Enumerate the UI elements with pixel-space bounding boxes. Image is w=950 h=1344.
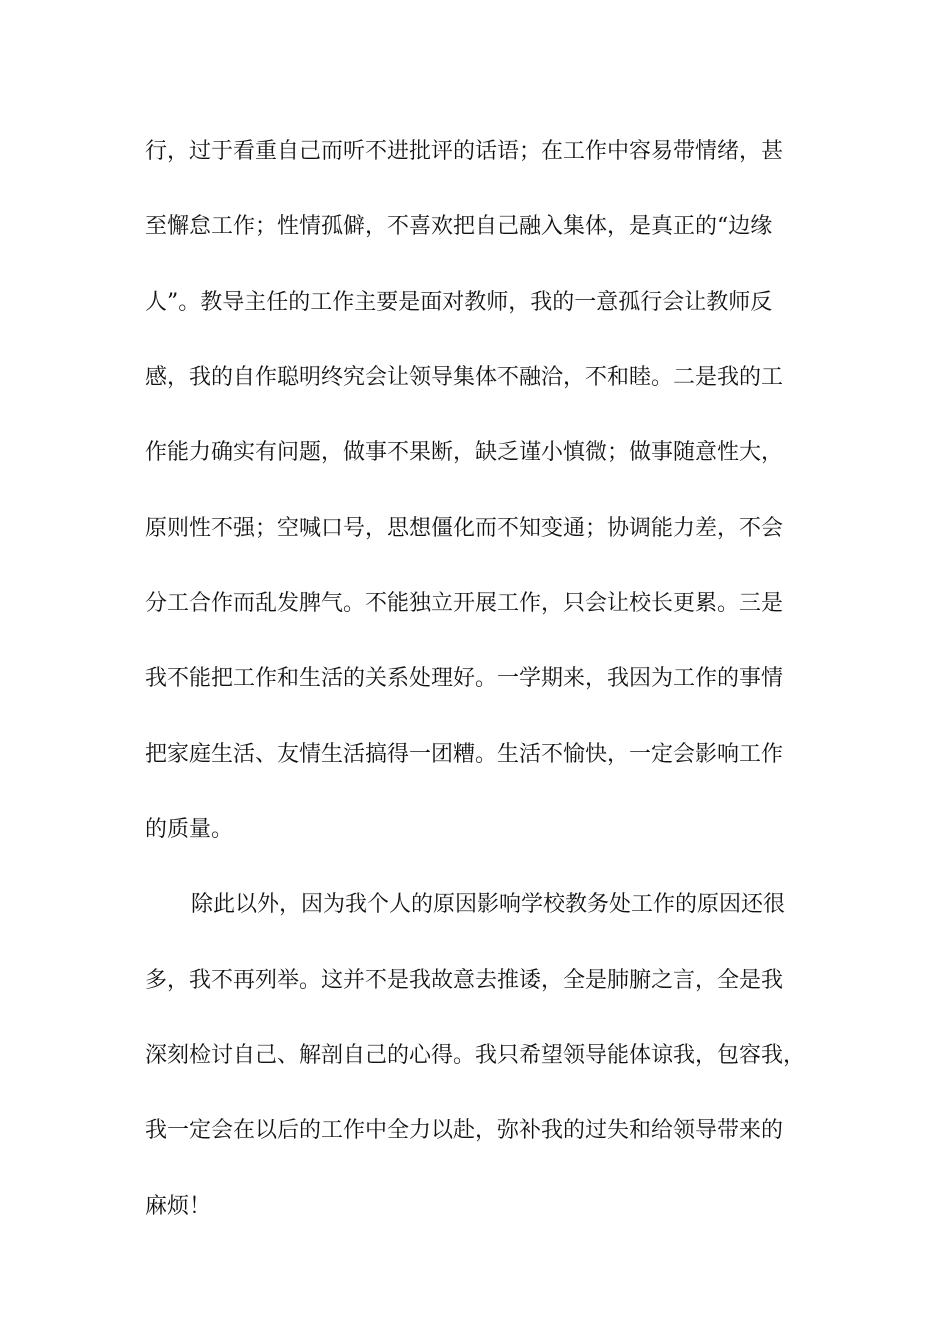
- text-line: 至懈怠工作；性情孤僻，不喜欢把自己融入集体，是真正的“边缘: [145, 214, 773, 239]
- text-line: 麻烦！: [145, 1194, 212, 1219]
- text-line: 分工合作而乱发脾气。不能独立开展工作，只会让校长更累。三是: [145, 591, 784, 616]
- text-line: 原则性不强；空喊口号，思想僵化而不知变通；协调能力差，不会: [145, 516, 784, 541]
- text-line: 把家庭生活、友情生活搞得一团糟。生活不愉快，一定会影响工作: [145, 742, 784, 767]
- text-line: 多，我不再列举。这并不是我故意去推诿，全是肺腑之言，全是我: [145, 968, 784, 993]
- text-line: 作能力确实有问题，做事不果断，缺乏谨小慎微；做事随意性大，: [145, 440, 784, 465]
- text-line: 深刻检讨自己、解剖自己的心得。我只希望领导能体谅我，包容我，: [145, 1043, 806, 1068]
- text-line: 的质量。: [145, 817, 234, 842]
- text-line: 行，过于看重自己而听不进批评的话语；在工作中容易带情绪，甚: [145, 139, 784, 164]
- text-line: 我不能把工作和生活的关系处理好。一学期来，我因为工作的事情: [145, 666, 784, 691]
- paragraph-first-line: 除此以外，因为我个人的原因影响学校教务处工作的原因还很: [191, 892, 786, 917]
- text-line: 人”。教导主任的工作主要是面对教师，我的一意孤行会让教师反: [145, 290, 773, 315]
- text-line: 我一定会在以后的工作中全力以赴，弥补我的过失和给领导带来的: [145, 1118, 784, 1143]
- text-line: 感，我的自作聪明终究会让领导集体不融洽，不和睦。二是我的工: [145, 365, 784, 390]
